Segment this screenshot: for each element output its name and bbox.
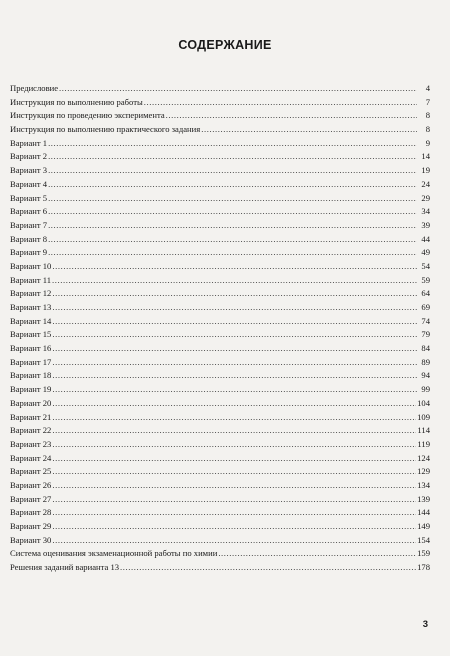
toc-entry-page: 14 (421, 151, 430, 162)
toc-entry-page: 154 (417, 534, 430, 545)
toc-entry-label: Вариант 8 (10, 233, 48, 244)
toc-leader-dots (52, 438, 416, 452)
toc-entry (10, 274, 430, 288)
toc-entry (10, 493, 430, 507)
toc-entry-page: 89 (421, 356, 430, 367)
toc-entry (10, 246, 430, 260)
toc-entry (10, 342, 430, 356)
toc-entry-label: Вариант 7 (10, 219, 48, 230)
toc-entry (10, 383, 430, 397)
toc-leader-dots (120, 561, 416, 575)
toc-entry-page: 8 (425, 110, 430, 121)
toc-leader-dots (52, 452, 416, 466)
toc-entry (10, 520, 430, 534)
toc-entry-label: Вариант 25 (10, 466, 52, 477)
page-number: 3 (422, 619, 428, 630)
toc-leader-dots (52, 301, 417, 315)
toc-entry-page: 9 (425, 137, 430, 148)
toc-entry (10, 178, 430, 192)
toc-leader-dots (52, 383, 417, 397)
toc-entry (10, 219, 430, 233)
toc-leader-dots (59, 82, 417, 96)
toc-entry-page: 104 (417, 397, 430, 408)
toc-entry-label: Вариант 3 (10, 165, 48, 176)
toc-entry-label: Вариант 12 (10, 288, 52, 299)
toc-entry-label: Вариант 23 (10, 438, 52, 449)
toc-leader-dots (218, 547, 416, 561)
toc-leader-dots (52, 287, 417, 301)
toc-entry-page: 178 (417, 562, 430, 573)
toc-leader-dots (166, 109, 417, 123)
toc-entry-label: Инструкция по проведению эксперимента (10, 110, 165, 121)
toc-entry-page: 139 (417, 493, 430, 504)
toc-entry-label: Вариант 28 (10, 507, 52, 518)
toc-entry-page: 109 (417, 411, 430, 422)
toc-leader-dots (48, 233, 417, 247)
toc-entry (10, 438, 430, 452)
toc-entry (10, 301, 430, 315)
toc-entry-page: 119 (417, 438, 430, 449)
toc-entry (10, 164, 430, 178)
toc-leader-dots (48, 164, 417, 178)
toc-leader-dots (52, 274, 417, 288)
toc-entry-page: 59 (421, 274, 430, 285)
toc-entry (10, 287, 430, 301)
toc-entry (10, 205, 430, 219)
toc-leader-dots (52, 520, 416, 534)
toc-leader-dots (52, 315, 417, 329)
toc-entry (10, 452, 430, 466)
toc-leader-dots (52, 369, 417, 383)
toc-leader-dots (52, 328, 417, 342)
toc-leader-dots (52, 397, 416, 411)
toc-entry-label: Инструкция по выполнению практического задания (10, 124, 201, 135)
toc-entry (10, 356, 430, 370)
toc-leader-dots (48, 150, 417, 164)
toc-entry-page: 8 (425, 124, 430, 135)
toc-entry-page: 29 (421, 192, 430, 203)
toc-entry-page: 49 (421, 247, 430, 258)
toc-entry-page: 159 (417, 548, 430, 559)
toc-entry-label: Вариант 14 (10, 315, 52, 326)
toc-entry-page: 4 (425, 83, 430, 93)
toc-entry (10, 506, 430, 520)
toc-entry-page: 94 (421, 370, 430, 381)
toc-entry-page: 144 (417, 507, 430, 518)
toc-entry-label: Вариант 1 (10, 137, 48, 148)
toc-entry-label: Вариант 27 (10, 493, 52, 504)
toc-leader-dots (52, 424, 416, 438)
toc-leader-dots (52, 342, 417, 356)
toc-entry (10, 424, 430, 438)
toc-leader-dots (52, 465, 416, 479)
toc-entry (10, 411, 430, 425)
toc-entry-page: 124 (417, 452, 430, 463)
toc-entry-page: 7 (425, 96, 430, 107)
toc-entry-page: 114 (417, 425, 430, 436)
toc-entry (10, 397, 430, 411)
toc-leader-dots (48, 137, 417, 151)
toc-entry-page: 39 (421, 219, 430, 230)
toc-entry (10, 465, 430, 479)
toc-leader-dots (48, 178, 417, 192)
toc-entry-page: 99 (421, 384, 430, 395)
toc-leader-dots (48, 192, 417, 206)
toc-entry-label: Решения заданий варианта 13 (10, 562, 120, 573)
toc-leader-dots (52, 493, 416, 507)
toc-entry (10, 150, 430, 164)
toc-entry-label: Вариант 17 (10, 356, 52, 367)
toc-entry-label: Вариант 24 (10, 452, 52, 463)
toc-entry (10, 82, 430, 96)
toc-entry-label: Вариант 5 (10, 192, 48, 203)
toc-entry (10, 137, 430, 151)
toc-entry-page: 19 (421, 165, 430, 176)
page-title: СОДЕРЖАНИЕ (178, 38, 272, 52)
toc-entry-label: Предисловие (10, 83, 59, 93)
toc-entry (10, 260, 430, 274)
toc-entry-label: Вариант 9 (10, 247, 48, 258)
toc-entry-page: 34 (421, 206, 430, 217)
toc-entry-label: Вариант 13 (10, 302, 52, 312)
toc-entry (10, 479, 430, 493)
toc-leader-dots (52, 506, 416, 520)
table-of-contents (10, 82, 430, 575)
toc-entry-label: Вариант 4 (10, 178, 48, 189)
toc-entry (10, 233, 430, 247)
toc-leader-dots (52, 356, 417, 370)
toc-entry-page: 54 (421, 260, 430, 271)
toc-leader-dots (52, 260, 417, 274)
toc-entry (10, 96, 430, 110)
toc-entry-label: Вариант 19 (10, 384, 52, 395)
toc-entry (10, 192, 430, 206)
toc-entry-page: 79 (421, 329, 430, 340)
toc-entry (10, 561, 430, 575)
toc-leader-dots (52, 479, 416, 493)
toc-entry-label: Вариант 30 (10, 534, 52, 545)
toc-entry-page: 24 (421, 178, 430, 189)
toc-entry-label: Вариант 21 (10, 411, 52, 422)
toc-leader-dots (144, 96, 417, 110)
toc-entry-label: Вариант 18 (10, 370, 52, 381)
toc-entry-page: 69 (421, 302, 430, 312)
toc-entry-label: Вариант 6 (10, 206, 48, 217)
toc-entry-page: 149 (417, 521, 430, 531)
toc-entry-label: Система оценивания экзаменационной работы по химии (10, 548, 218, 559)
toc-entry (10, 123, 430, 137)
toc-entry (10, 315, 430, 329)
toc-entry (10, 109, 430, 123)
toc-entry-label: Вариант 11 (10, 274, 52, 285)
toc-entry (10, 328, 430, 342)
toc-leader-dots (52, 534, 416, 548)
toc-entry-label: Вариант 29 (10, 521, 52, 531)
toc-entry-label: Вариант 2 (10, 151, 48, 162)
toc-entry-label: Вариант 26 (10, 479, 52, 490)
toc-entry-label: Вариант 10 (10, 260, 52, 271)
toc-leader-dots (48, 205, 417, 219)
toc-entry-page: 74 (421, 315, 430, 326)
toc-entry-page: 84 (421, 343, 430, 354)
toc-leader-dots (52, 411, 416, 425)
toc-entry-page: 64 (421, 288, 430, 299)
toc-entry-label: Вариант 16 (10, 343, 52, 354)
toc-entry (10, 534, 430, 548)
toc-entry-page: 44 (421, 233, 430, 244)
toc-entry-label: Вариант 15 (10, 329, 52, 340)
toc-leader-dots (48, 219, 417, 233)
toc-leader-dots (48, 246, 417, 260)
toc-entry (10, 547, 430, 561)
toc-entry-page: 129 (417, 466, 430, 477)
toc-leader-dots (201, 123, 417, 137)
toc-entry-page: 134 (417, 479, 430, 490)
toc-entry (10, 369, 430, 383)
toc-entry-label: Инструкция по выполнению работы (10, 96, 143, 107)
toc-entry-label: Вариант 20 (10, 397, 52, 408)
toc-entry-label: Вариант 22 (10, 425, 52, 436)
